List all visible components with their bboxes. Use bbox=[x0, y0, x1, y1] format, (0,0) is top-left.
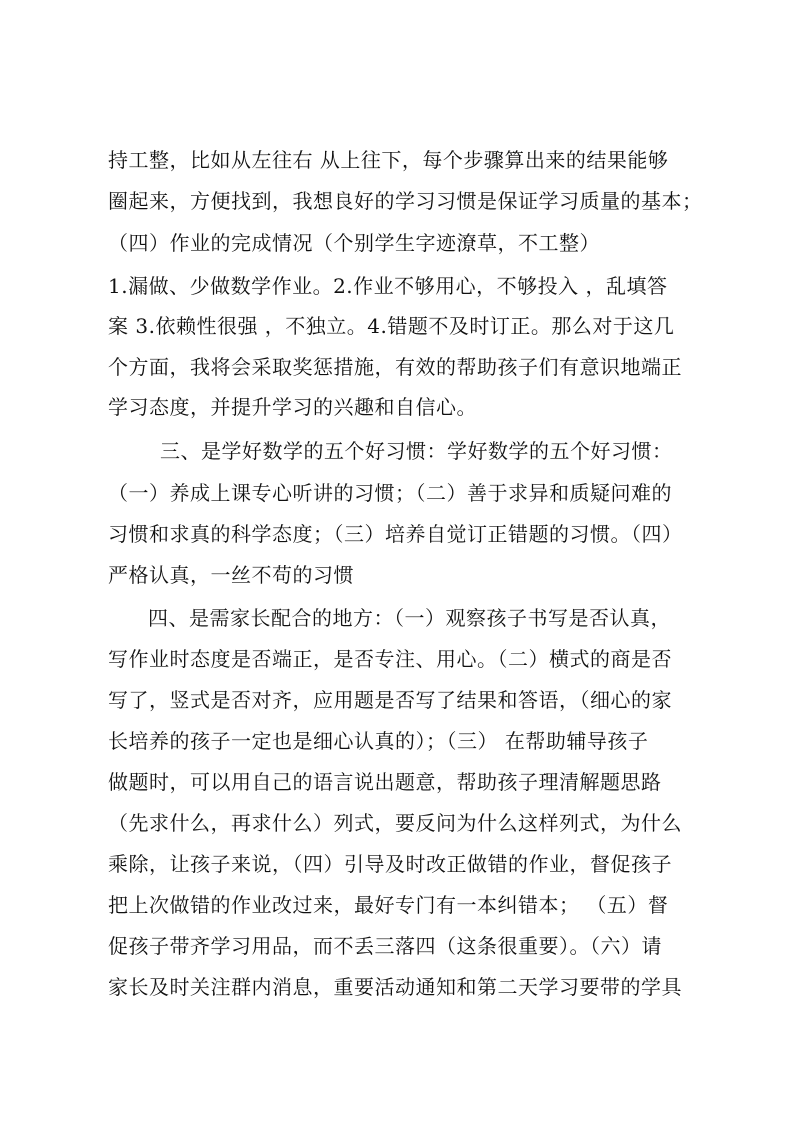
text-line: 促孩子带齐学习用品，而不丢三落四（这条很重要）。（六）请 bbox=[108, 934, 662, 958]
text-line: 做题时，可以用自己的语言说出题意，帮助孩子理清解题思路 bbox=[108, 770, 662, 794]
text-line: 长培养的孩子一定也是细心认真的）；（三） 在帮助辅导孩子 bbox=[108, 729, 649, 753]
text-line: 1.漏做、少做数学作业。2.作业不够用心，不够投入 ，乱填答 bbox=[108, 274, 668, 298]
text-line: 学习态度，并提升学习的兴趣和自信心。 bbox=[108, 395, 477, 419]
text-line: （先求什么，再求什么）列式，要反问为什么这样列式，为什么 bbox=[108, 811, 682, 835]
text-line: 习惯和求真的科学态度；（三）培养自觉订正错题的习惯。（四） bbox=[108, 522, 683, 546]
text-line: 把上次做错的作业改过来，最好专门有一本纠错本； （五）督 bbox=[108, 893, 669, 917]
text-line: 写作业时态度是否端正，是否专注、用心。（二）横式的商是否 bbox=[108, 647, 672, 671]
section-heading: 四、是需家长配合的地方：（一）观察孩子书写是否认真， bbox=[148, 606, 671, 630]
text-line: 持工整，比如从左往右 从上往下，每个步骤算出来的结果能够 bbox=[108, 148, 669, 172]
text-line: 严格认真，一丝不苟的习惯 bbox=[108, 563, 354, 587]
text-line: 个方面，我将会采取奖惩措施，有效的帮助孩子们有意识地端正 bbox=[108, 355, 682, 379]
section-heading: （四）作业的完成情况（个别学生字迹潦草，不工整） bbox=[108, 231, 600, 255]
text-line: （一）养成上课专心听讲的习惯；（二）善于求异和质疑问难的 bbox=[108, 481, 672, 505]
text-line: 乘除，让孩子来说，（四）引导及时改正做错的作业，督促孩子 bbox=[108, 852, 672, 876]
text-line: 案 3.依赖性很强 ，不独立。4.错题不及时订正。那么对于这几 bbox=[108, 314, 675, 338]
section-heading: 三、是学好数学的五个好习惯：学好数学的五个好习惯： bbox=[160, 439, 673, 463]
text-line: 写了，竖式是否对齐，应用题是否写了结果和答语，（细心的家 bbox=[108, 688, 672, 712]
text-line: 圈起来，方便找到，我想良好的学习习惯是保证学习质量的基本； bbox=[108, 189, 703, 213]
text-line: 家长及时关注群内消息，重要活动通知和第二天学习要带的学具 bbox=[108, 975, 682, 999]
